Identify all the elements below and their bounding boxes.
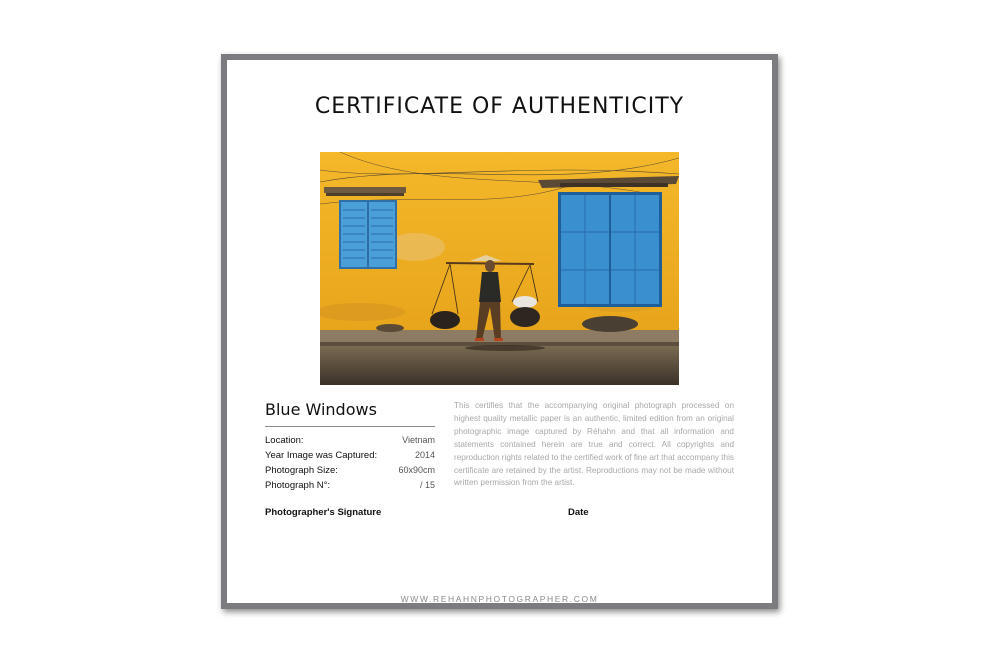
detail-value: Vietnam xyxy=(402,435,435,445)
certificate-title: CERTIFICATE OF AUTHENTICITY xyxy=(314,94,685,119)
detail-value: 60x90cm xyxy=(398,465,435,475)
detail-label: Photograph N°: xyxy=(265,480,331,491)
detail-row-size xyxy=(265,463,435,478)
detail-value: 2014 xyxy=(414,450,435,460)
detail-row-year xyxy=(265,448,435,463)
detail-label: Location: xyxy=(265,435,304,446)
detail-row-location xyxy=(265,433,435,448)
photograph-blue-windows xyxy=(320,152,679,385)
artwork-title: Blue Windows xyxy=(265,400,377,419)
title-divider xyxy=(265,426,435,427)
signature-label: Photographer's Signature xyxy=(265,507,382,518)
website-url: WWW.REHAHNPHOTOGRAPHER.COM xyxy=(400,594,599,604)
artwork-details-list xyxy=(265,433,435,493)
date-label: Date xyxy=(568,507,589,518)
authenticity-statement: This certifies that the accompanying original photograph processed on highest quality metallic paper is an authentic, limited edition from an original photographic image captured by Réhahn and that all information and statements contained herein are true and correct. All copyrights and reproduction rights related to the certified work of fine art that accompany this certificate are retained by the artist. Reproductions may not be made without written permission from the artist. xyxy=(454,401,734,488)
detail-label: Photograph Size: xyxy=(265,465,338,476)
detail-label: Year Image was Captured: xyxy=(265,450,378,461)
certificate-frame xyxy=(221,54,778,609)
detail-row-number xyxy=(265,478,435,493)
detail-value: / 15 xyxy=(419,480,435,490)
